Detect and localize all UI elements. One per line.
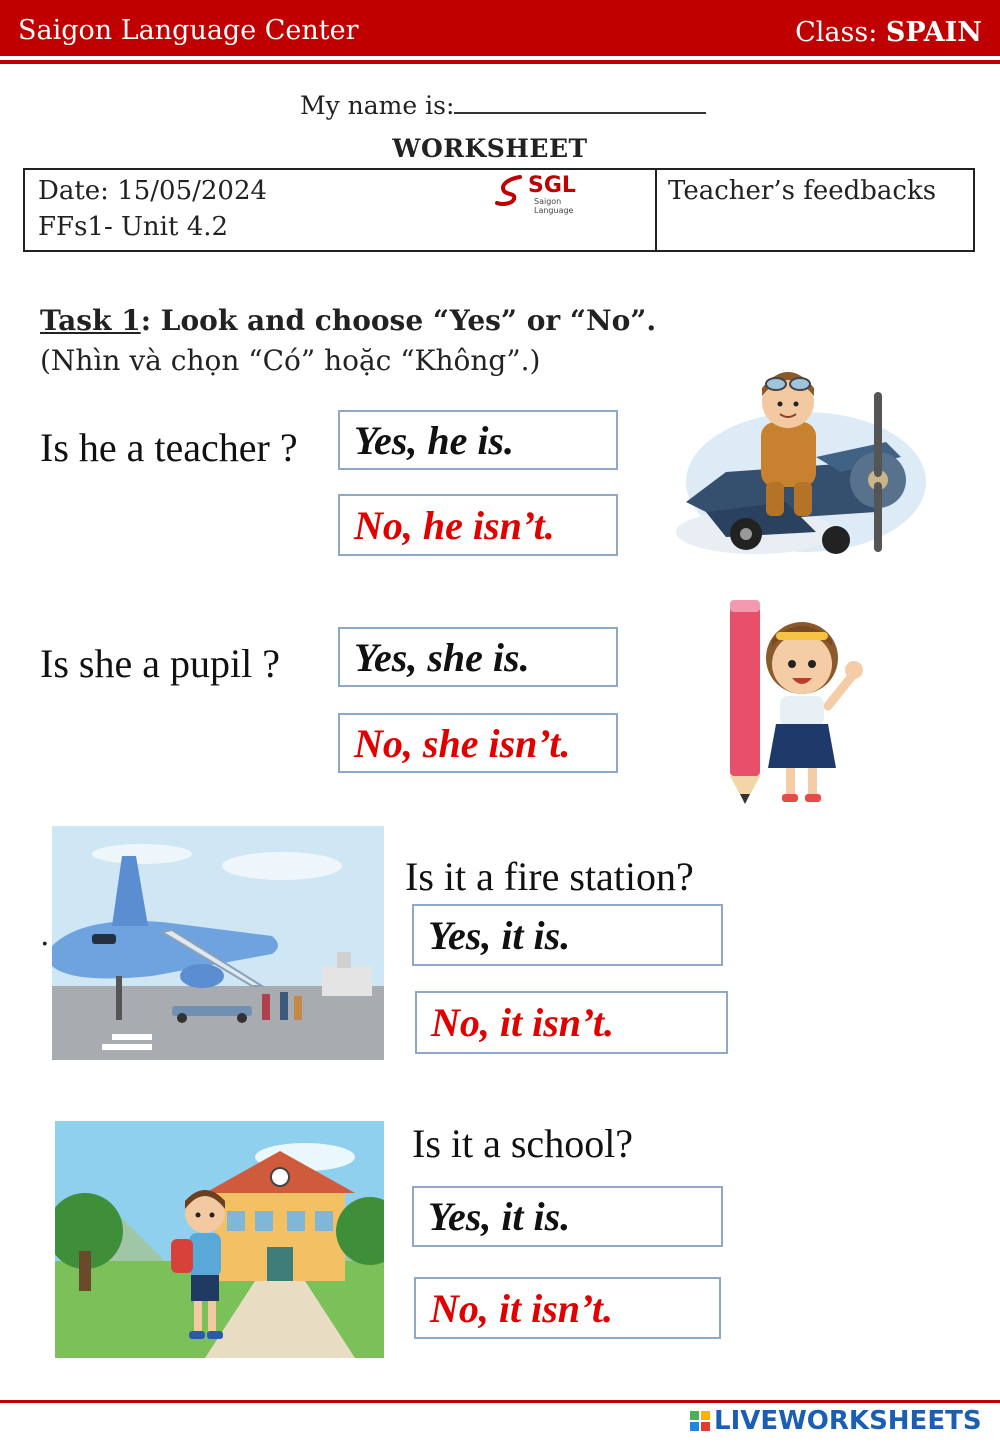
sgl-logo-text: SGL: [528, 173, 576, 198]
liveworksheets-brand: LIVEWORKSHEETS: [714, 1406, 982, 1436]
stray-dot: .: [40, 918, 50, 953]
task-title: [40, 304, 656, 337]
boy-pilot-airplane-icon: [666, 362, 928, 562]
sgl-swirl-icon: [494, 173, 528, 207]
header-divider: [0, 60, 1000, 64]
liveworksheets-logo: [690, 1406, 982, 1436]
answer-1-yes[interactable]: Yes, he is.: [338, 410, 618, 470]
question-2: Is she a pupil ?: [40, 641, 280, 686]
task-instruction: : Look and choose “Yes” or “No”.: [140, 304, 657, 337]
center-name: Saigon Language Center: [18, 15, 359, 46]
answer-4-yes[interactable]: Yes, it is.: [412, 1186, 723, 1247]
school-scene-icon: [55, 1121, 384, 1358]
teacher-feedback-label: Teacher’s feedbacks: [668, 176, 937, 206]
answer-3-yes[interactable]: Yes, it is.: [412, 904, 723, 966]
question-4: Is it a school?: [412, 1121, 634, 1166]
girl-with-pencil-icon: [720, 596, 870, 814]
question-3: Is it a fire station?: [405, 854, 694, 899]
worksheet-unit: FFs1- Unit 4.2: [38, 212, 229, 242]
class-value: SPAIN: [885, 17, 982, 48]
name-line: [300, 88, 706, 120]
name-label: My name is:: [300, 91, 455, 120]
task-translation: (Nhìn và chọn “Có” hoặc “Không”.): [40, 344, 541, 377]
info-divider: [655, 168, 657, 252]
picture-girl-pencil: [720, 596, 870, 814]
sgl-logo: [494, 173, 594, 215]
class-label-text: Class:: [795, 17, 878, 48]
answer-2-no[interactable]: No, she isn’t.: [338, 713, 618, 773]
question-1: Is he a teacher ?: [40, 425, 298, 470]
picture-boy-pilot: [666, 362, 928, 562]
airport-scene-icon: [52, 826, 384, 1060]
liveworksheets-grid-icon: [690, 1411, 710, 1431]
answer-1-no[interactable]: No, he isn’t.: [338, 494, 618, 556]
header-bar: [0, 0, 1000, 56]
name-blank: [454, 88, 706, 114]
answer-4-no[interactable]: No, it isn’t.: [414, 1277, 721, 1339]
class-label: [795, 17, 982, 48]
worksheet-title: WORKSHEET: [392, 134, 588, 163]
worksheet-date: Date: 15/05/2024: [38, 176, 268, 206]
answer-2-yes[interactable]: Yes, she is.: [338, 627, 618, 687]
sgl-logo-sub: Saigon Language: [534, 197, 574, 215]
answer-3-no[interactable]: No, it isn’t.: [415, 991, 728, 1054]
picture-school: [55, 1121, 384, 1358]
picture-airport: [52, 826, 384, 1060]
task-number: Task 1: [40, 304, 141, 337]
footer-divider: [0, 1400, 1000, 1403]
